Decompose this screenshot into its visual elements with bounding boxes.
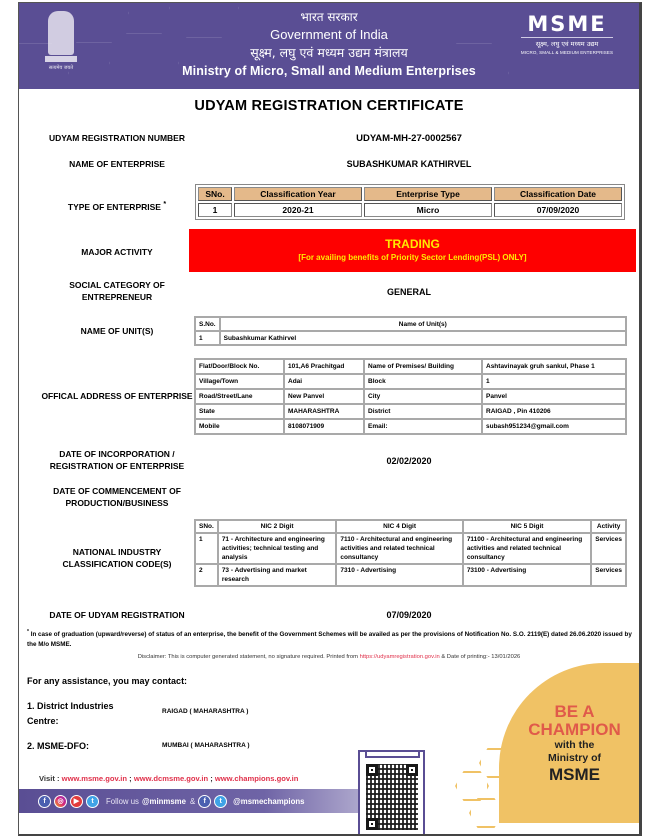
minmsme-handle[interactable]: @minmsme [141,796,186,806]
msme-logo: MSME सूक्ष्म, लघु एवं मध्यम उद्यम MICRO, SMALL & MEDIUM ENTERPRISES [517,13,617,56]
units-table [194,316,627,346]
social-category-value: GENERAL [386,287,431,297]
facebook-icon[interactable]: f [38,795,51,808]
udyam-date-value: 07/09/2020 [386,610,432,620]
msmechampions-handle[interactable]: @msmechampions [233,796,305,806]
assistance-heading: For any assistance, you may contact: [27,676,188,686]
champion-text: BE A CHAMPION with the Ministry of MSME [528,702,621,784]
major-activity-label: MAJOR ACTIVITY [81,247,153,257]
udyam-date-label: DATE OF UDYAM REGISTRATION [49,610,185,620]
table-row: 1 Subashkumar Kathirvel [195,331,626,345]
champions-facebook-icon[interactable]: f [198,795,211,808]
table-header-row: SNo. NIC 2 Digit NIC 4 Digit NIC 5 Digit Activity [195,520,626,533]
header-titles [139,9,519,80]
youtube-icon[interactable]: ▶ [70,795,83,808]
incorporation-date: 02/02/2020 [386,456,432,466]
reg-number-label: UDYAM REGISTRATION NUMBER [48,133,185,143]
msme-site-link[interactable]: www.msme.gov.in [61,774,128,783]
champions-twitter-icon[interactable]: t [214,795,227,808]
certificate-title: UDYAM REGISTRATION CERTIFICATE [194,98,464,114]
table-row: Flat/Door/Block No. 101,A6 Prachitgad Name of Premises/ Building Ashtavinayak gruh sankul, Phase 1 [195,359,626,374]
social-category-label: SOCIAL CATEGORY OF ENTREPRENEUR [69,280,165,302]
table-row: Road/Street/Lane New Panvel City Panvel [195,389,626,404]
table-header-row: SNo. Classification Year Enterprise Type Classification Date [198,187,622,201]
table-row: Mobile 8108071909 Email: subash951234@gmail.com [195,419,626,434]
hindi-gov-title: भारत सरकार [300,10,358,24]
social-follow-bar: f ◎ ▶ t Follow us @minmsme & f t @msmechampions [19,789,369,813]
ministry-title: Ministry of Micro, Small and Medium Enterprises [182,64,476,78]
nic-label: NATIONAL INDUSTRY CLASSIFICATION CODE(S) [62,547,172,569]
type-label: TYPE OF ENTERPRISE * [67,200,167,212]
major-activity-banner [189,229,636,272]
hindi-ministry-title: सूक्ष्म, लघु एवं मध्यम उद्यम मंत्रालय [250,45,408,60]
certificate-page [18,2,642,836]
email-value: subash951234@gmail.com [482,419,626,434]
table-header-row: S.No. Name of Unit(s) [195,317,626,331]
enterprise-name-label: NAME OF ENTERPRISE [69,159,165,169]
dic-label: 1. District Industries Centre: [27,701,114,726]
commencement-label: DATE OF COMMENCEMENT OF PRODUCTION/BUSINESS [53,486,181,508]
msme-logo-mark: MSME [527,12,607,36]
disclaimer: Disclaimer: This is computer generated statement, no signature required. Printed from https://udyamregistration.gov.in & Date of printing:- 13/01/2026 [137,654,521,660]
units-label: NAME OF UNIT(S) [80,326,154,336]
dic-value: RAIGAD ( MAHARASHTRA ) [162,708,249,715]
header-banner [19,3,639,89]
major-activity-value: TRADING [385,237,440,251]
champions-site-link[interactable]: www.champions.gov.in [214,774,299,783]
graduation-footnote: * In case of graduation (upward/reverse) of status of an enterprise, the benefit of the Government Schemes will be availed as per the provisions of Notification No. S.O. 2119(E) dated 26.06.2020 issued by the M/o MSME. [27,629,632,649]
dfo-label: 2. MSME-DFO: [27,741,89,751]
dfo-value: MUMBAI ( MAHARASHTRA ) [162,742,250,749]
enterprise-name-value: SUBASHKUMAR KATHIRVEL [346,159,472,169]
dcmsme-site-link[interactable]: www.dcmsme.gov.in [133,774,209,783]
incorporation-label: DATE OF INCORPORATION / REGISTRATION OF ENTERPRISE [49,449,185,471]
qr-code-frame [358,750,425,836]
table-row: State MAHARASHTRA District RAIGAD , Pin 410206 [195,404,626,419]
major-activity-note: [For availing benefits of Priority Sector Lending(PSL) ONLY] [298,253,527,262]
nic-table [194,519,627,587]
gov-title: Government of India [270,27,388,42]
udyam-registration-link[interactable]: https://udyamregistration.gov.in [359,654,440,660]
qr-code-icon[interactable] [366,764,418,830]
table-row: 1 71 - Architecture and engineering activities; technical testing and analysis 7110 - Architectural and engineering activities and related technical consultancy 71100 - Architectural and engineering activities and related technical consultancy Services [195,533,626,564]
twitter-icon[interactable]: t [86,795,99,808]
address-table [194,358,627,435]
classification-table [195,184,625,220]
table-row: 2 73 - Advertising and market research 7310 - Advertising 73100 - Advertising Services [195,564,626,586]
address-label: OFFICAL ADDRESS OF ENTERPRISE [41,391,193,401]
national-emblem-icon: सत्यमेव जयते [39,11,83,77]
instagram-icon[interactable]: ◎ [54,795,67,808]
visit-links: Visit : www.msme.gov.in ; www.dcmsme.gov.in ; www.champions.gov.in [39,774,299,783]
table-row: 1 2020-21 Micro 07/09/2020 [198,203,622,217]
table-row: Village/Town Adai Block 1 [195,374,626,389]
reg-number-value: UDYAM-MH-27-0002567 [356,133,462,144]
